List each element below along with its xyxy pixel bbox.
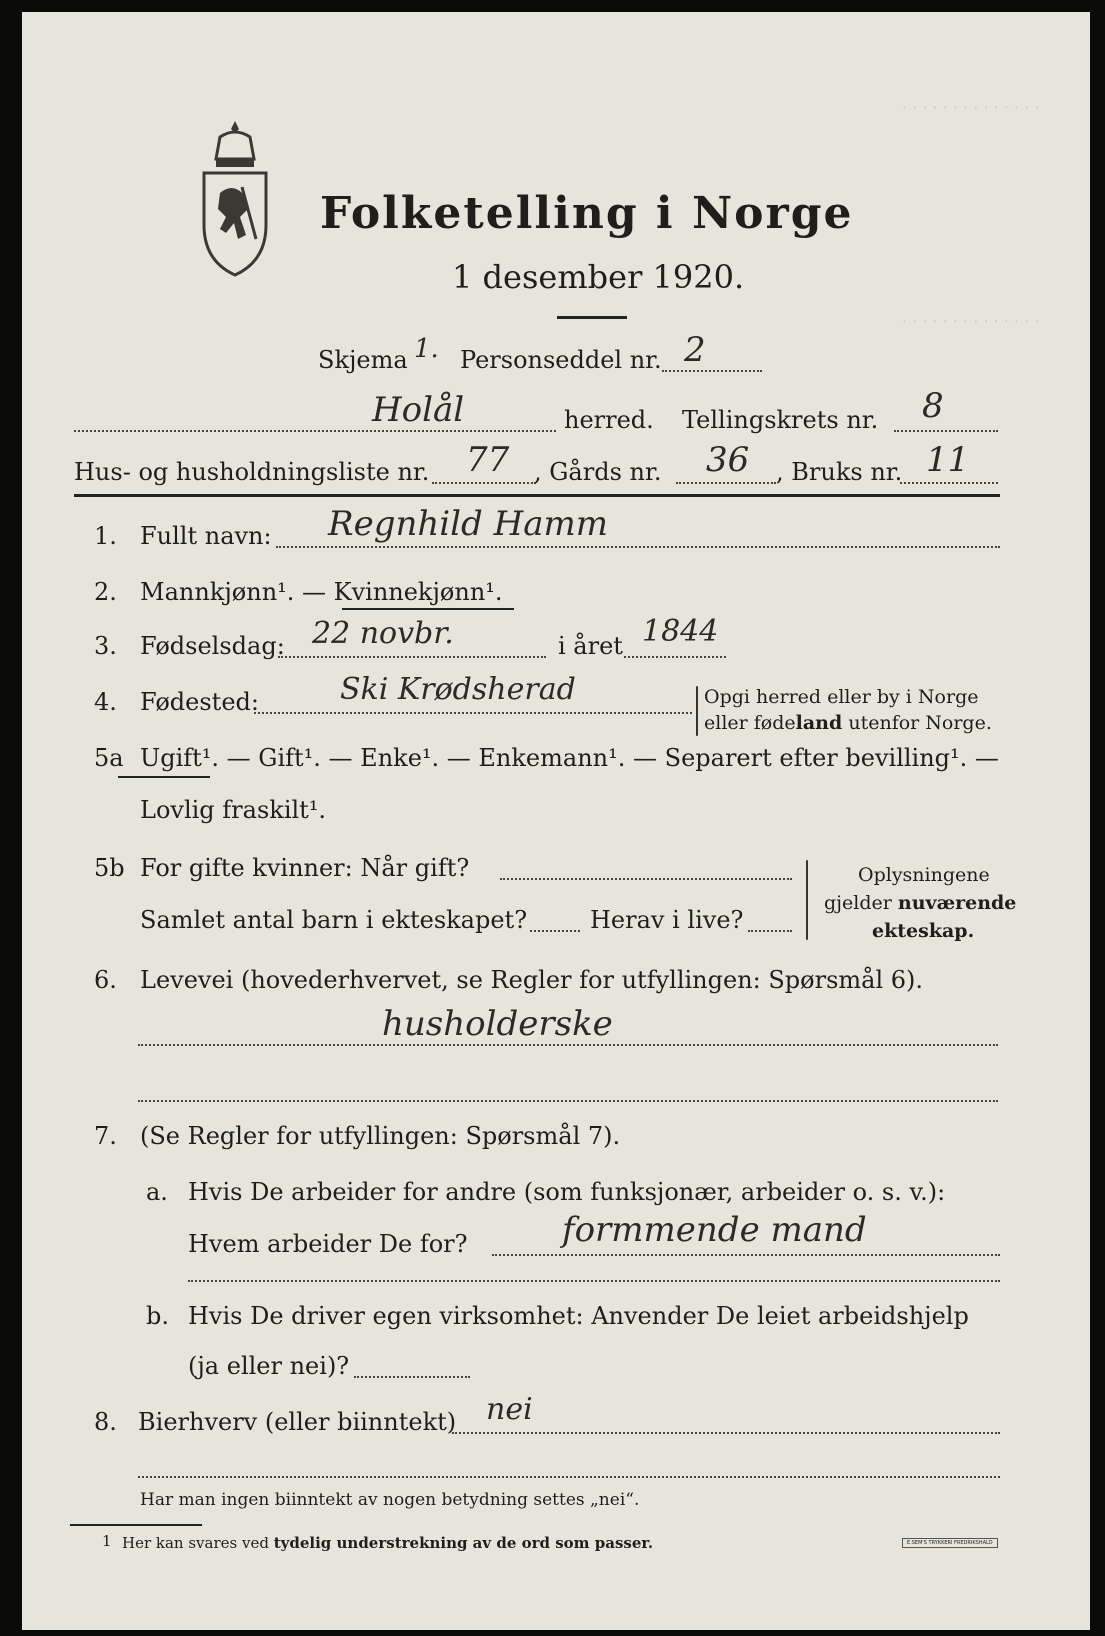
- biinntekt-note: Har man ingen biinntekt av nogen betydning settes „nei“.: [140, 1490, 640, 1510]
- q3-number: 3.: [94, 632, 117, 660]
- tellingskrets-dotline: [894, 430, 998, 432]
- q5a-number: 5a: [94, 744, 124, 772]
- full-name-value[interactable]: Regnhild Hamm: [328, 504, 609, 544]
- q1-dotline: [276, 546, 1000, 548]
- occupation-value[interactable]: husholderske: [382, 1004, 613, 1044]
- q5b-line2: Samlet antal barn i ekteskapet?: [140, 906, 528, 934]
- q1-number: 1.: [94, 522, 117, 550]
- personseddel-value[interactable]: 2: [684, 330, 706, 370]
- q3-label: Fødselsdag:: [140, 632, 285, 660]
- ugift-underline: [118, 776, 210, 778]
- year-label: i året: [558, 632, 623, 660]
- hus-label: Hus- og husholdningsliste nr.: [74, 458, 430, 486]
- marital-status-options: Ugift¹. — Gift¹. — Enke¹. — Enkemann¹. — Separert efter bevilling¹. —: [140, 744, 999, 772]
- tellingskrets-label: Tellingskrets nr.: [682, 406, 879, 434]
- printer-stamp: E.SEM'S TRYKKERI FREDRIKSHALD: [902, 1538, 998, 1548]
- q4-note-line1: Opgi herred eller by i Norge: [704, 686, 979, 708]
- q7a-dotline-2: [188, 1280, 1000, 1282]
- title-divider: [557, 316, 627, 319]
- q5b-note-bracket: [806, 860, 808, 940]
- q7b-letter: b.: [146, 1302, 169, 1330]
- q7a-letter: a.: [146, 1178, 168, 1206]
- birthplace-value[interactable]: Ski Krødsherad: [340, 672, 576, 707]
- gards-dotline: [676, 482, 776, 484]
- kvinnekjonn-underline: [342, 608, 514, 610]
- children-dotline: [530, 930, 580, 932]
- q7b-line2: (ja eller nei)?: [188, 1352, 350, 1380]
- q8-dotline-2: [138, 1476, 1000, 1478]
- q4-note-line2: eller fødeland utenfor Norge.: [704, 712, 992, 734]
- herred-label: herred.: [564, 406, 654, 434]
- birthday-value[interactable]: 22 novbr.: [312, 616, 454, 651]
- q6-label: Levevei (hovederhvervet, se Regler for utfyllingen: Spørsmål 6).: [140, 966, 924, 994]
- coat-of-arms-icon: [190, 117, 280, 279]
- q6-dotline-1: [138, 1044, 998, 1046]
- skjema-label: Skjema: [318, 346, 408, 374]
- q4-note-bracket: [696, 686, 698, 736]
- year-dotline: [624, 656, 726, 658]
- herred-dotline: [74, 430, 556, 432]
- employer-value[interactable]: formmende mand: [562, 1210, 867, 1250]
- side-income-value[interactable]: nei: [486, 1392, 533, 1427]
- q8-number: 8.: [94, 1408, 117, 1436]
- q4-label: Fødested:: [140, 688, 259, 716]
- header-rule: [74, 494, 1000, 497]
- tellingskrets-value[interactable]: 8: [922, 386, 944, 426]
- q4-dotline: [254, 712, 692, 714]
- footnote-text: Her kan svares ved tydelig understrekning av de ord som passer.: [122, 1534, 654, 1552]
- q5b-note-line3: ekteskap.: [872, 920, 975, 942]
- q5b-note-line1: Oplysningene: [858, 864, 990, 886]
- bleed-through-text: · · · · · · · · · · · · · ·: [902, 98, 1040, 117]
- bruks-value[interactable]: 11: [926, 440, 970, 480]
- marital-status-line2: Lovlig fraskilt¹.: [140, 796, 327, 824]
- census-date: 1 desember 1920.: [452, 258, 745, 296]
- personseddel-dotline: [662, 370, 762, 372]
- gards-value[interactable]: 36: [706, 440, 750, 480]
- gards-label: , Gårds nr.: [534, 458, 662, 486]
- footnote-mark: 1: [102, 1532, 112, 1550]
- q6-number: 6.: [94, 966, 117, 994]
- q4-number: 4.: [94, 688, 117, 716]
- bruks-label: , Bruks nr.: [776, 458, 903, 486]
- q7-label: (Se Regler for utfyllingen: Spørsmål 7).: [140, 1122, 621, 1150]
- q7-number: 7.: [94, 1122, 117, 1150]
- sex-options: Mannkjønn¹. — Kvinnekjønn¹.: [140, 578, 503, 606]
- alive-dotline: [748, 930, 792, 932]
- herred-value[interactable]: Holål: [372, 390, 465, 430]
- hus-value[interactable]: 77: [466, 440, 510, 480]
- q7b-line1: Hvis De driver egen virksomhet: Anvender De leiet arbeidshjelp: [188, 1302, 969, 1330]
- q7a-line2: Hvem arbeider De for?: [188, 1230, 468, 1258]
- q8-dotline: [452, 1432, 1000, 1434]
- q7b-dotline: [354, 1376, 470, 1378]
- q8-label: Bierhverv (eller biinntekt): [138, 1408, 457, 1436]
- form-title: Folketelling i Norge: [320, 188, 854, 239]
- when-married-dotline: [500, 878, 792, 880]
- q5b-note-line2: gjelder nuværende: [824, 892, 1017, 914]
- q5b-number: 5b: [94, 854, 125, 882]
- q3-dotline: [278, 656, 546, 658]
- bruks-dotline: [900, 482, 998, 484]
- q7a-line1: Hvis De arbeider for andre (som funksjonær, arbeider o. s. v.):: [188, 1178, 946, 1206]
- bleed-through-text: · · · · · · · · · · · · · ·: [902, 312, 1040, 331]
- skjema-value[interactable]: 1.: [414, 334, 439, 364]
- q7a-dotline: [492, 1254, 1000, 1256]
- personseddel-label: Personseddel nr.: [460, 346, 662, 374]
- q1-label: Fullt navn:: [140, 522, 272, 550]
- census-form: [22, 12, 1090, 1630]
- q2-number: 2.: [94, 578, 117, 606]
- q5b-line1: For gifte kvinner: Når gift?: [140, 854, 470, 882]
- birth-year-value[interactable]: 1844: [642, 614, 719, 649]
- footnote-rule: [70, 1524, 202, 1526]
- q6-dotline-2: [138, 1100, 998, 1102]
- herav-label: Herav i live?: [590, 906, 744, 934]
- hus-dotline: [432, 482, 536, 484]
